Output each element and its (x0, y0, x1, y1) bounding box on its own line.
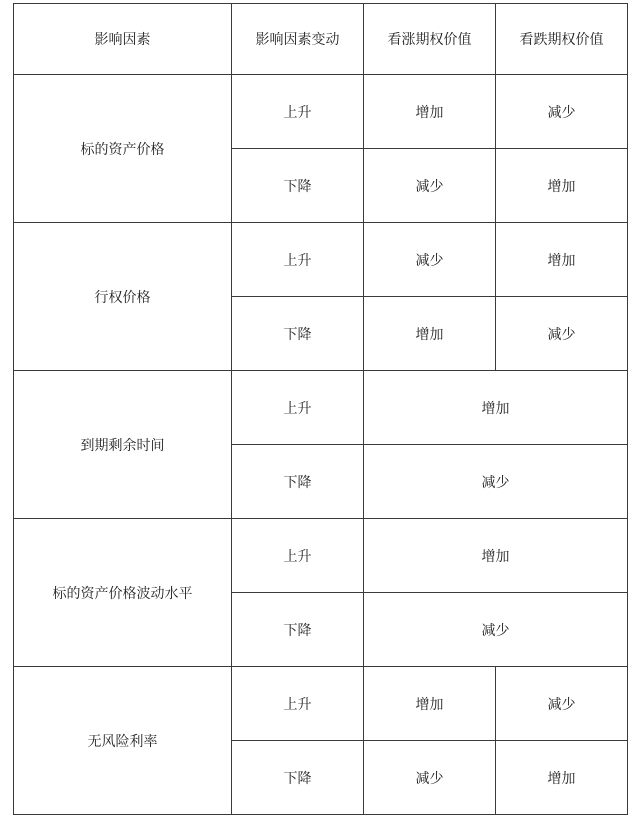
factor-cell: 到期剩余时间 (14, 371, 232, 519)
combined-value-cell: 增加 (364, 519, 628, 593)
table-row (14, 519, 628, 593)
put-value-cell: 减少 (496, 667, 628, 741)
option-value-factors-table (13, 3, 628, 815)
call-value-cell: 增加 (364, 667, 496, 741)
call-value-cell: 减少 (364, 223, 496, 297)
change-cell: 上升 (232, 371, 364, 445)
put-value-cell: 减少 (496, 75, 628, 149)
combined-value-cell: 减少 (364, 445, 628, 519)
factor-cell: 无风险利率 (14, 667, 232, 815)
table-row (14, 667, 628, 741)
factor-cell: 标的资产价格 (14, 75, 232, 223)
change-cell: 下降 (232, 593, 364, 667)
put-value-cell: 增加 (496, 223, 628, 297)
call-value-cell: 增加 (364, 297, 496, 371)
put-value-cell: 增加 (496, 149, 628, 223)
combined-value-cell: 增加 (364, 371, 628, 445)
combined-value-cell: 减少 (364, 593, 628, 667)
header-put-value: 看跌期权价值 (496, 4, 628, 75)
header-row (14, 4, 628, 75)
call-value-cell: 减少 (364, 149, 496, 223)
header-factor: 影响因素 (14, 4, 232, 75)
change-cell: 上升 (232, 223, 364, 297)
factor-cell: 行权价格 (14, 223, 232, 371)
factor-cell: 标的资产价格波动水平 (14, 519, 232, 667)
header-factor-change: 影响因素变动 (232, 4, 364, 75)
table-row (14, 75, 628, 149)
call-value-cell: 减少 (364, 741, 496, 815)
table-row (14, 371, 628, 445)
change-cell: 上升 (232, 519, 364, 593)
change-cell: 下降 (232, 741, 364, 815)
put-value-cell: 减少 (496, 297, 628, 371)
change-cell: 下降 (232, 445, 364, 519)
change-cell: 下降 (232, 149, 364, 223)
put-value-cell: 增加 (496, 741, 628, 815)
header-call-value: 看涨期权价值 (364, 4, 496, 75)
change-cell: 上升 (232, 75, 364, 149)
call-value-cell: 增加 (364, 75, 496, 149)
change-cell: 上升 (232, 667, 364, 741)
table-row (14, 223, 628, 297)
change-cell: 下降 (232, 297, 364, 371)
